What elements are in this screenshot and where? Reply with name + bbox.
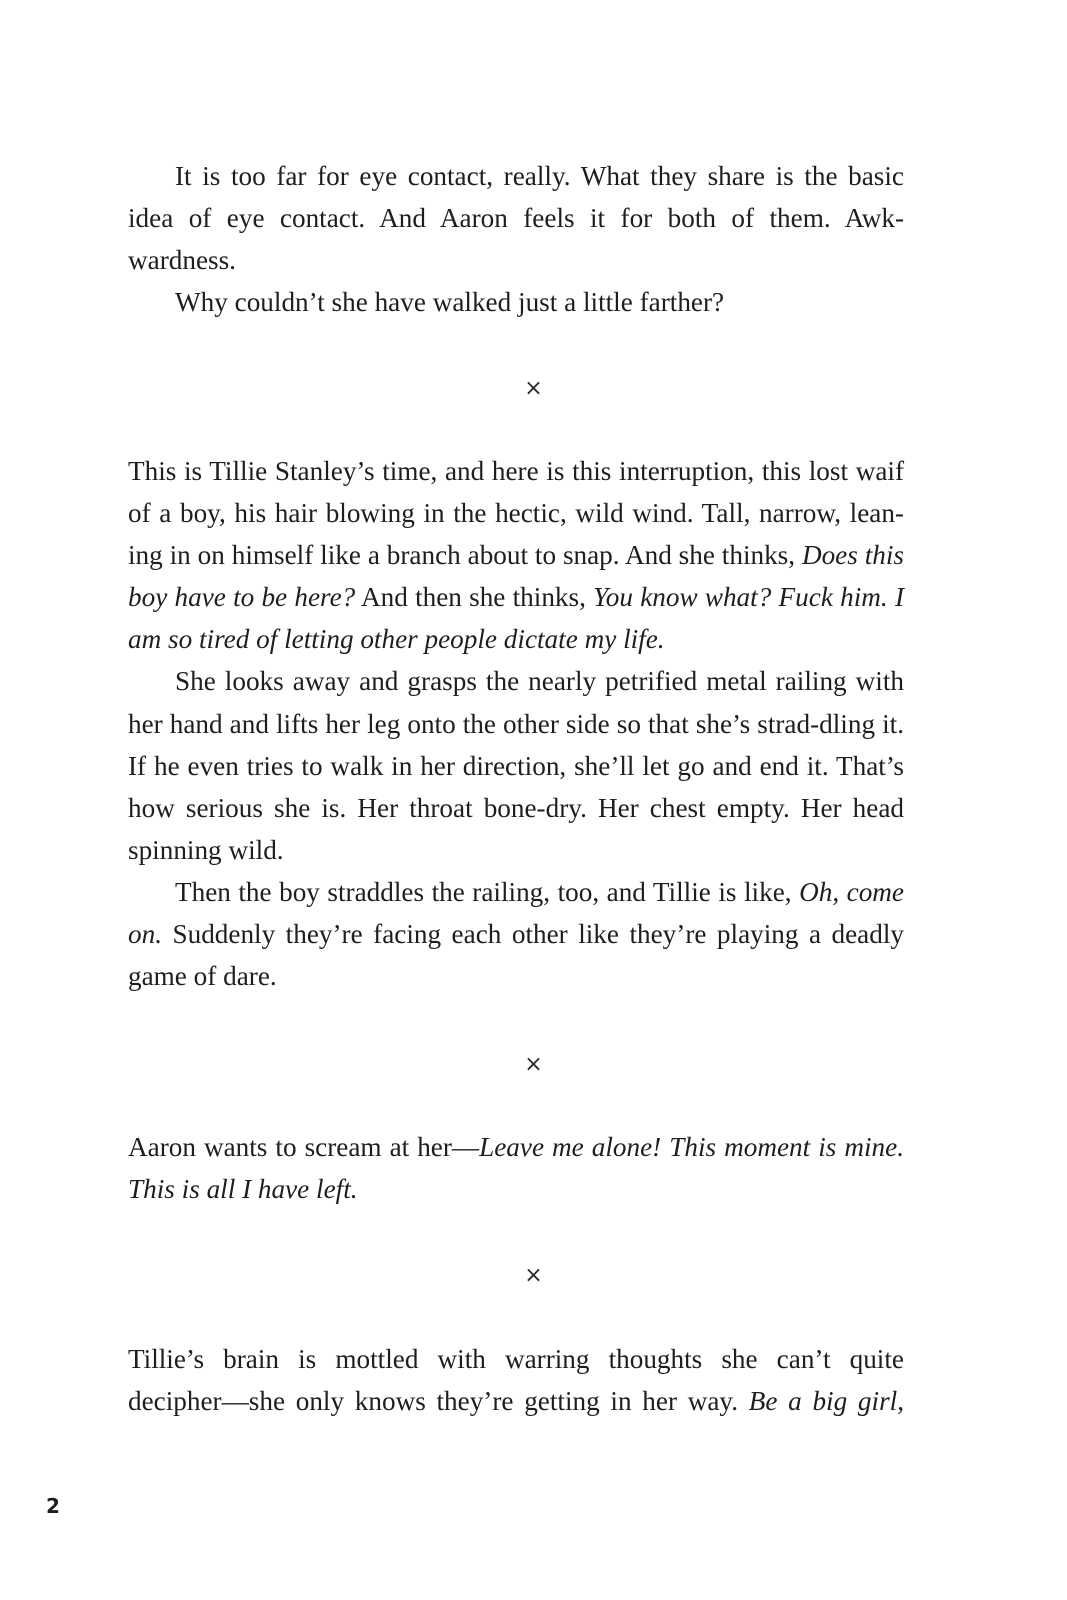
paragraph-text: Suddenly they’re facing each other like they’re playing a deadly game of dare. [128,919,904,992]
paragraph: Why couldn’t she have walked just a little farther? [175,287,725,318]
paragraph-text: Then the boy straddles the railing, too, and Tillie is like, [175,876,800,907]
page-number: 2 [46,1494,60,1518]
paragraph-text: decipher—she only knows they’re getting in her way. [128,1386,749,1417]
italic-thought: Leave me alone! This moment is mine. This is all I have left. [128,1132,904,1205]
paragraph [128,450,904,660]
section-1 [128,155,904,323]
section-4 [128,1338,904,1422]
paragraph: It is too far for eye contact, really. What they share is the basic idea of eye contact. And Aaron feels it for both of them. Awk-wardness. [128,161,904,276]
paragraph: She looks away and grasps the nearly petrified metal railing with her hand and lifts her leg onto the other side so that she’s strad-dling it. If he even tries to walk in her direction, she’ll let go and end it. That’s how serious she is. Her throat bone-dry. Her chest empty. Her head spinning wild. [128,666,904,865]
section-separator: × [524,1052,543,1077]
italic-thought: Be a big girl, [748,1386,905,1417]
section-2 [128,450,904,997]
paragraph-text: This is Tillie Stanley’s time, and here is this interruption, this lost waif of a boy, his hair blowing in the hectic, wild wind. Tall, narrow, lean-ing in on himself like a branch about to snap. And she thinks, [128,456,904,571]
section-separator: × [524,376,543,401]
italic-thought: Does this boy have to be here? [128,540,904,613]
italic-thought: You know what? Fuck him. I am so tired of letting other people dictate my life. [128,582,905,655]
paragraph [128,1126,904,1210]
italic-thought: Oh, come on. [128,876,904,950]
paragraph-text: And then she thinks, [355,582,594,613]
paragraph-text: Aaron wants to scream at her— [128,1132,480,1162]
paragraph-line [128,1380,904,1422]
paragraph-line: Tillie’s brain is mottled with warring thoughts she can’t quite [128,1344,904,1374]
section-3 [128,1126,904,1210]
paragraph [128,871,904,997]
section-separator: × [524,1263,543,1288]
